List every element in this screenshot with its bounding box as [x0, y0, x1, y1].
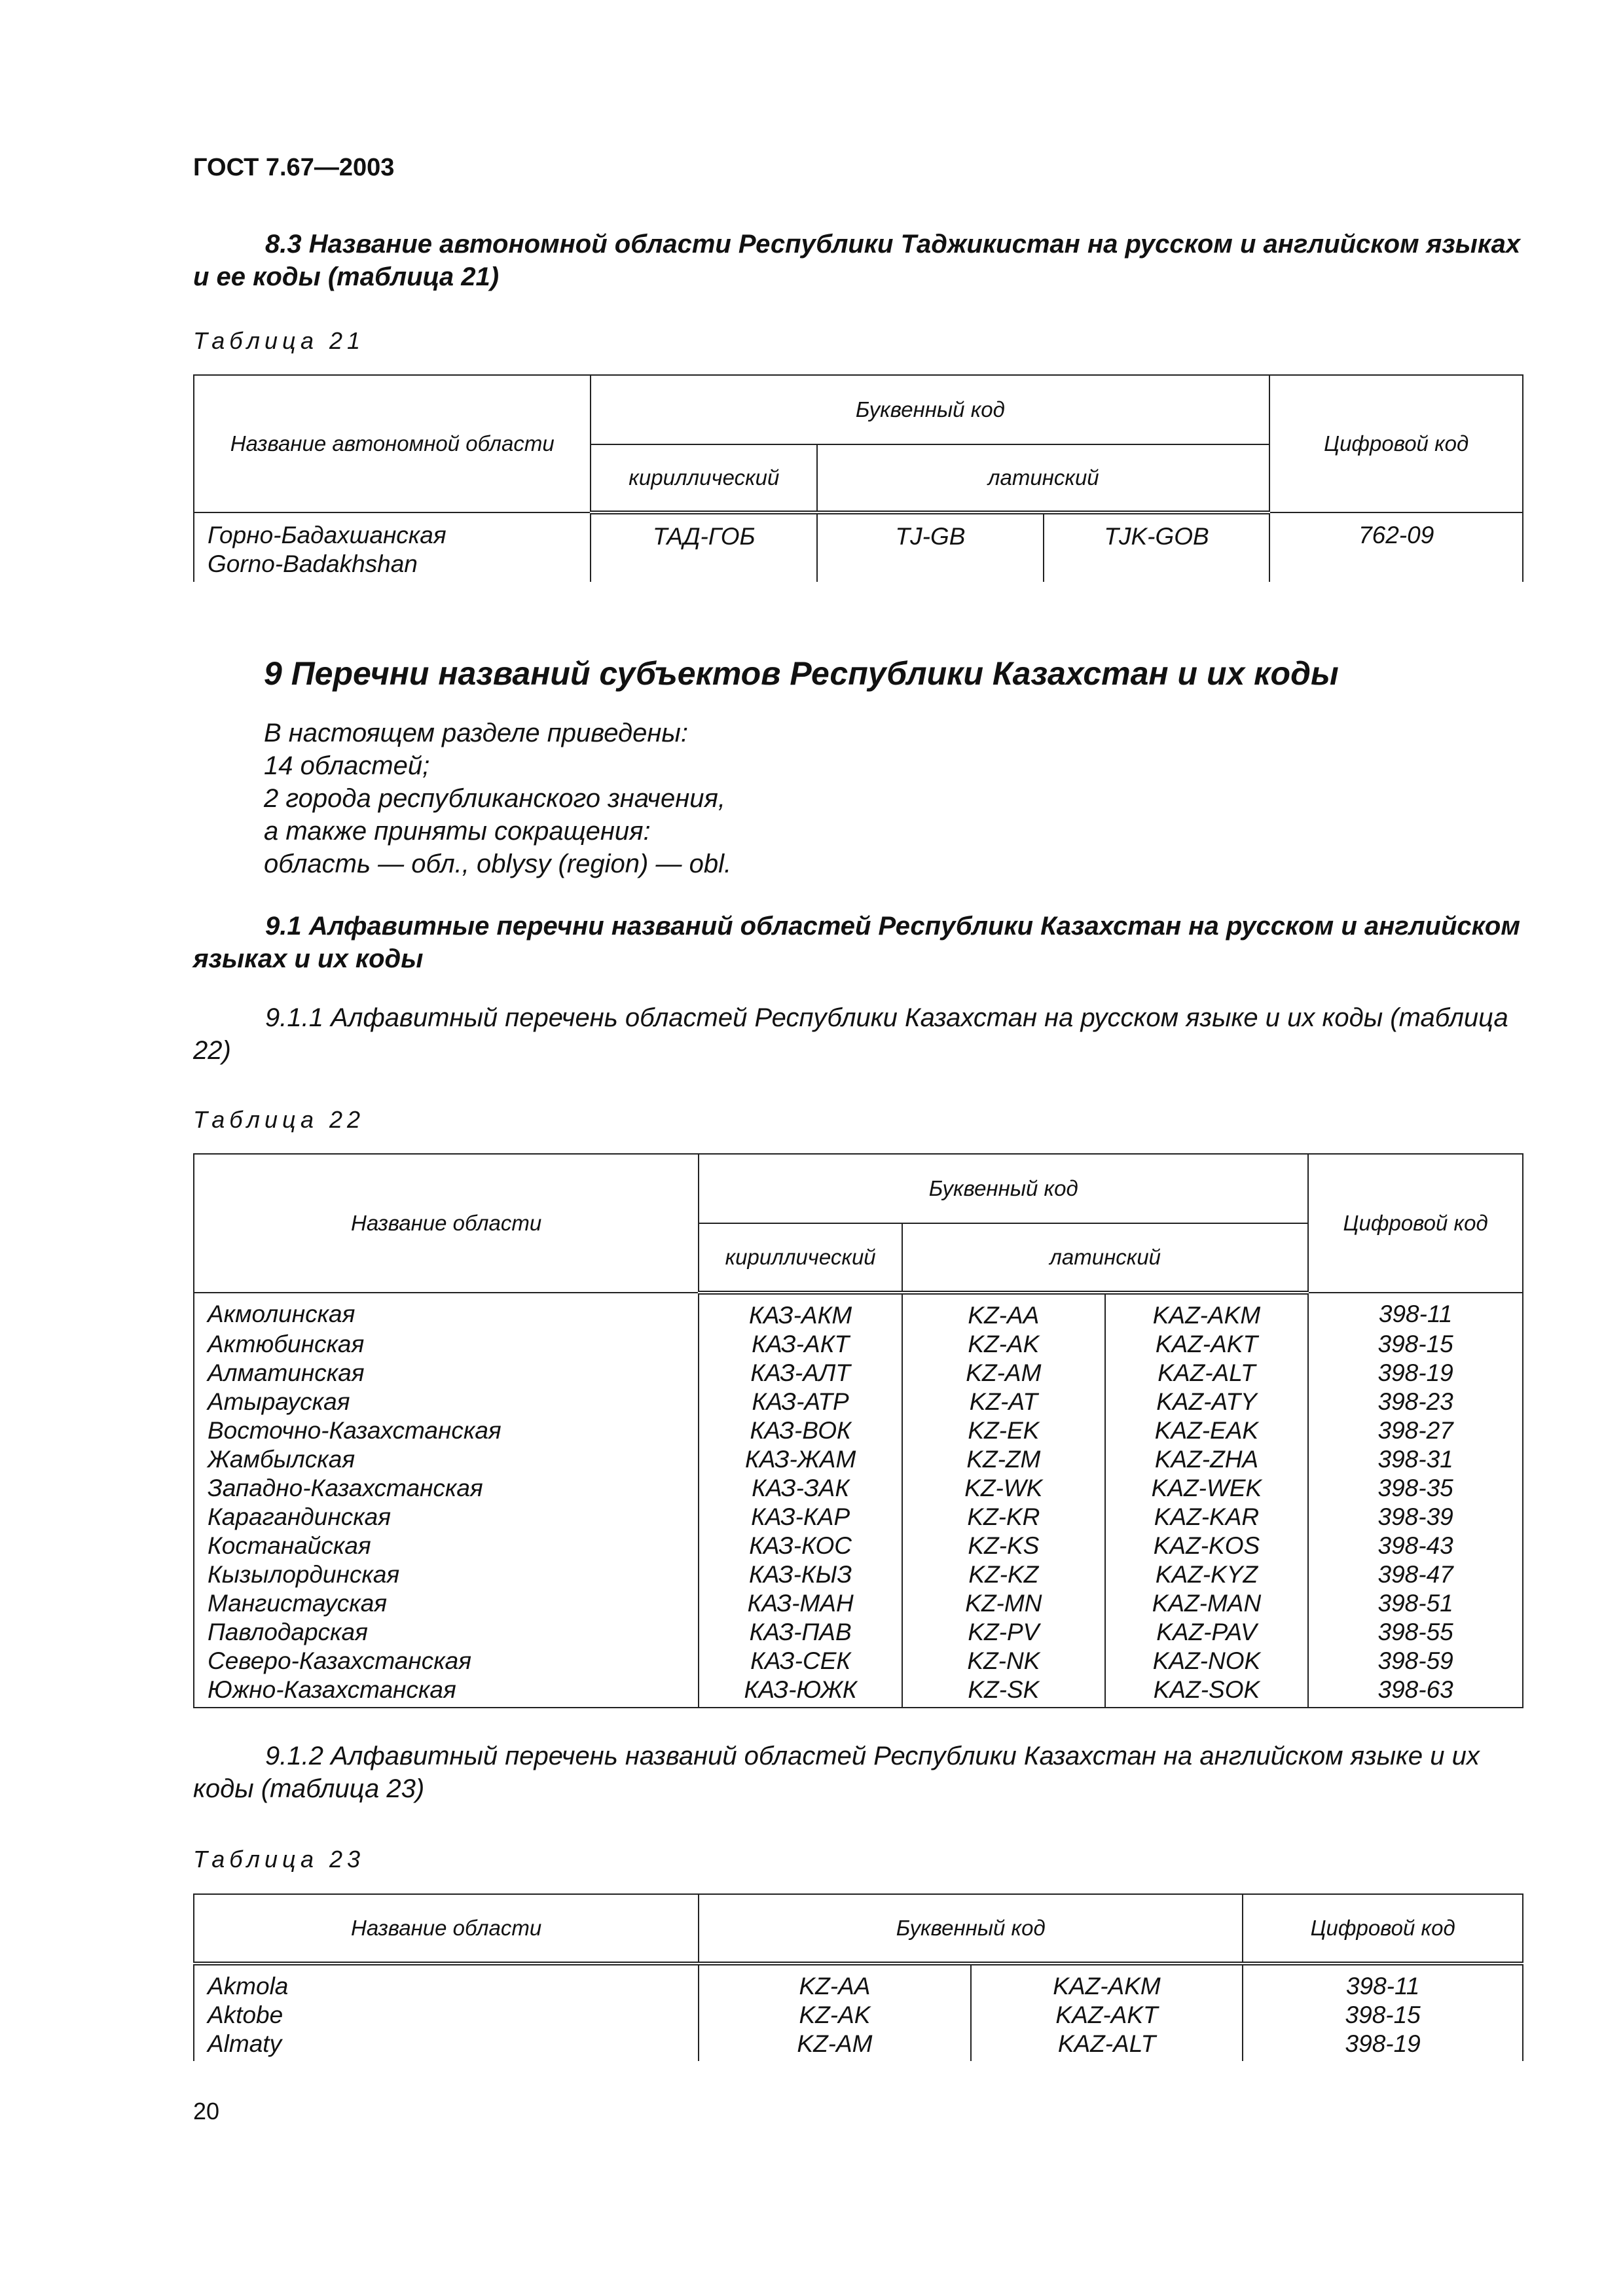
intro-line: область — обл., oblysy (region) — obl.: [264, 850, 732, 878]
table-cell: KAZ-AKT: [971, 2001, 1243, 2030]
table-cell: КАЗ-АТР: [699, 1388, 902, 1416]
table-cell: KZ-MN: [902, 1589, 1105, 1618]
table-cell: 398-55: [1308, 1618, 1523, 1647]
table-cell: 398-23: [1308, 1388, 1523, 1416]
t22-header-letter-code: Буквенный код: [699, 1154, 1308, 1223]
table-cell: 398-43: [1308, 1532, 1523, 1560]
table-cell: 398-19: [1308, 1359, 1523, 1388]
table-cell: 398-39: [1308, 1503, 1523, 1532]
section-8-3-title: 8.3 Название автономной области Республики Таджикистан на русском и английском языках и ее коды (таблица 21): [193, 230, 1521, 291]
table-cell: KZ-AM: [902, 1359, 1105, 1388]
table-row: [194, 1589, 1523, 1618]
table-cell: KAZ-AKT: [1105, 1330, 1309, 1359]
table-cell: KAZ-ALT: [971, 2030, 1243, 2061]
table-row: [194, 1647, 1523, 1676]
table-cell: KAZ-KAR: [1105, 1503, 1309, 1532]
table-cell: KAZ-SOK: [1105, 1676, 1309, 1708]
table-cell: Южно-Казахстанская: [194, 1676, 699, 1708]
table-cell: KAZ-MAN: [1105, 1589, 1309, 1618]
table-cell: КАЗ-СЕК: [699, 1647, 902, 1676]
intro-line: 14 областей;: [264, 751, 430, 780]
table-cell: KZ-EK: [902, 1416, 1105, 1445]
table-cell: 398-15: [1308, 1330, 1523, 1359]
table-cell: 398-19: [1243, 2030, 1523, 2061]
intro-line: В настоящем разделе приведены:: [264, 719, 688, 747]
table-cell: КАЗ-АКМ: [699, 1293, 902, 1330]
table-row: [194, 1416, 1523, 1445]
table-cell: KAZ-ZHA: [1105, 1445, 1309, 1474]
table-cell: КАЗ-ЗАК: [699, 1474, 902, 1503]
table-cell: Aktobe: [194, 2001, 699, 2030]
table-cell: КАЗ-ПАВ: [699, 1618, 902, 1647]
table-22: [193, 1153, 1523, 1708]
table-21: [193, 374, 1523, 582]
table-row: [194, 1359, 1523, 1388]
table-cell: 398-27: [1308, 1416, 1523, 1445]
table-cell: KZ-AM: [699, 2030, 971, 2061]
table-cell: KAZ-KYZ: [1105, 1560, 1309, 1589]
t23-header-name: Название области: [194, 1894, 699, 1964]
table-cell: 398-51: [1308, 1589, 1523, 1618]
table-row: [194, 1445, 1523, 1474]
table-row: [194, 1532, 1523, 1560]
table-cell: KAZ-ALT: [1105, 1359, 1309, 1388]
t21-numeric-code: 762-09: [1269, 512, 1523, 582]
table-cell: Актюбинская: [194, 1330, 699, 1359]
table-cell: 398-63: [1308, 1676, 1523, 1708]
table-cell: KAZ-AKM: [971, 1964, 1243, 2001]
table-cell: КАЗ-АЛТ: [699, 1359, 902, 1388]
table-cell: 398-35: [1308, 1474, 1523, 1503]
section-9-1-1-text: 9.1.1 Алфавитный перечень областей Республики Казахстан на русском языке и их коды (таблица 22): [193, 1003, 1508, 1065]
table-row: [194, 1618, 1523, 1647]
table-row: [194, 1503, 1523, 1532]
t21-header-cyrillic: кириллический: [591, 444, 817, 512]
table-23-caption: Таблица 23: [193, 1846, 365, 1873]
t21-lat2-code: TJ-GB: [817, 512, 1044, 582]
intro-line: 2 города республиканского значения,: [264, 784, 725, 813]
t21-header-letter-code: Буквенный код: [591, 375, 1269, 444]
t22-header-numeric-code: Цифровой код: [1308, 1154, 1523, 1293]
t23-header-numeric-code: Цифровой код: [1243, 1894, 1523, 1964]
table-cell: KZ-WK: [902, 1474, 1105, 1503]
t21-header-numeric-code: Цифровой код: [1269, 375, 1523, 512]
table-cell: КАЗ-КОС: [699, 1532, 902, 1560]
table-cell: КАЗ-ЖАМ: [699, 1445, 902, 1474]
page-number: 20: [193, 2098, 220, 2125]
table-cell: 398-15: [1243, 2001, 1523, 2030]
table-row: [194, 1474, 1523, 1503]
table-cell: Акмолинская: [194, 1293, 699, 1330]
table-cell: Павлодарская: [194, 1618, 699, 1647]
table-cell: КАЗ-КЫЗ: [699, 1560, 902, 1589]
t21-lat3-code: TJK-GOB: [1044, 512, 1270, 582]
table-cell: KAZ-ATY: [1105, 1388, 1309, 1416]
table-22-caption: Таблица 22: [193, 1106, 365, 1133]
document-header: ГОСТ 7.67—2003: [193, 154, 395, 181]
t22-header-cyrillic: кириллический: [699, 1223, 902, 1293]
t21-name-ru: Горно-Бадахшанская: [208, 522, 447, 548]
table-cell: KZ-AK: [699, 2001, 971, 2030]
table-cell: KZ-NK: [902, 1647, 1105, 1676]
table-row: [194, 1560, 1523, 1589]
table-cell: KZ-KS: [902, 1532, 1105, 1560]
table-cell: Северо-Казахстанская: [194, 1647, 699, 1676]
table-cell: Западно-Казахстанская: [194, 1474, 699, 1503]
section-9-1-title: 9.1 Алфавитные перечни названий областей Республики Казахстан на русском и английском языках и их коды: [193, 912, 1520, 973]
section-9-title: 9 Перечни названий субъектов Республики Казахстан и их коды: [264, 655, 1339, 692]
table-cell: KZ-AA: [699, 1964, 971, 2001]
t21-name-en: Gorno-Badakhshan: [208, 550, 418, 577]
table-cell: KAZ-AKM: [1105, 1293, 1309, 1330]
table-cell: KAZ-WEK: [1105, 1474, 1309, 1503]
table-cell: КАЗ-ВОК: [699, 1416, 902, 1445]
table-cell: KAZ-PAV: [1105, 1618, 1309, 1647]
table-cell: Almaty: [194, 2030, 699, 2061]
intro-line: а также приняты сокращения:: [264, 817, 651, 846]
table-row: [194, 2030, 1523, 2061]
table-cell: KZ-KZ: [902, 1560, 1105, 1589]
table-cell: 398-59: [1308, 1647, 1523, 1676]
table-cell: 398-31: [1308, 1445, 1523, 1474]
table-cell: KZ-SK: [902, 1676, 1105, 1708]
table-21-caption: Таблица 21: [193, 327, 365, 354]
table-row: [194, 1293, 1523, 1330]
t22-header-name: Название области: [194, 1154, 699, 1293]
table-cell: КАЗ-КАР: [699, 1503, 902, 1532]
table-23: [193, 1893, 1523, 2061]
table-cell: KAZ-EAK: [1105, 1416, 1309, 1445]
table-row: [194, 1964, 1523, 2001]
table-cell: КАЗ-МАН: [699, 1589, 902, 1618]
table-cell: Атырауская: [194, 1388, 699, 1416]
table-row: [194, 512, 1523, 582]
table-cell: Алматинская: [194, 1359, 699, 1388]
table-cell: KZ-PV: [902, 1618, 1105, 1647]
t22-header-latin: латинский: [902, 1223, 1308, 1293]
table-cell: KZ-AK: [902, 1330, 1105, 1359]
t21-cyr-code: ТАД-ГОБ: [591, 512, 817, 582]
table-cell: 398-47: [1308, 1560, 1523, 1589]
table-cell: Кызылординская: [194, 1560, 699, 1589]
section-9-intro: [264, 717, 731, 880]
table-cell: 398-11: [1308, 1293, 1523, 1330]
table-cell: КАЗ-ЮЖК: [699, 1676, 902, 1708]
table-row: [194, 1676, 1523, 1708]
table-cell: Akmola: [194, 1964, 699, 2001]
table-cell: KAZ-KOS: [1105, 1532, 1309, 1560]
table-row: [194, 2001, 1523, 2030]
table-cell: KAZ-NOK: [1105, 1647, 1309, 1676]
table-row: [194, 1330, 1523, 1359]
table-cell: KZ-KR: [902, 1503, 1105, 1532]
table-cell: KZ-ZM: [902, 1445, 1105, 1474]
t21-header-latin: латинский: [817, 444, 1269, 512]
table-cell: Восточно-Казахстанская: [194, 1416, 699, 1445]
table-cell: КАЗ-АКТ: [699, 1330, 902, 1359]
table-cell: KZ-AA: [902, 1293, 1105, 1330]
table-cell: Костанайская: [194, 1532, 699, 1560]
table-cell: Мангистауская: [194, 1589, 699, 1618]
table-cell: Жамбылская: [194, 1445, 699, 1474]
table-cell: KZ-AT: [902, 1388, 1105, 1416]
section-9-1-2-text: 9.1.2 Алфавитный перечень названий областей Республики Казахстан на английском языке и их коды (таблица 23): [193, 1742, 1480, 1803]
t23-header-letter-code: Буквенный код: [699, 1894, 1243, 1964]
table-cell: Карагандинская: [194, 1503, 699, 1532]
table-row: [194, 1388, 1523, 1416]
table-cell: 398-11: [1243, 1964, 1523, 2001]
t21-header-name: Название автономной области: [194, 375, 591, 512]
